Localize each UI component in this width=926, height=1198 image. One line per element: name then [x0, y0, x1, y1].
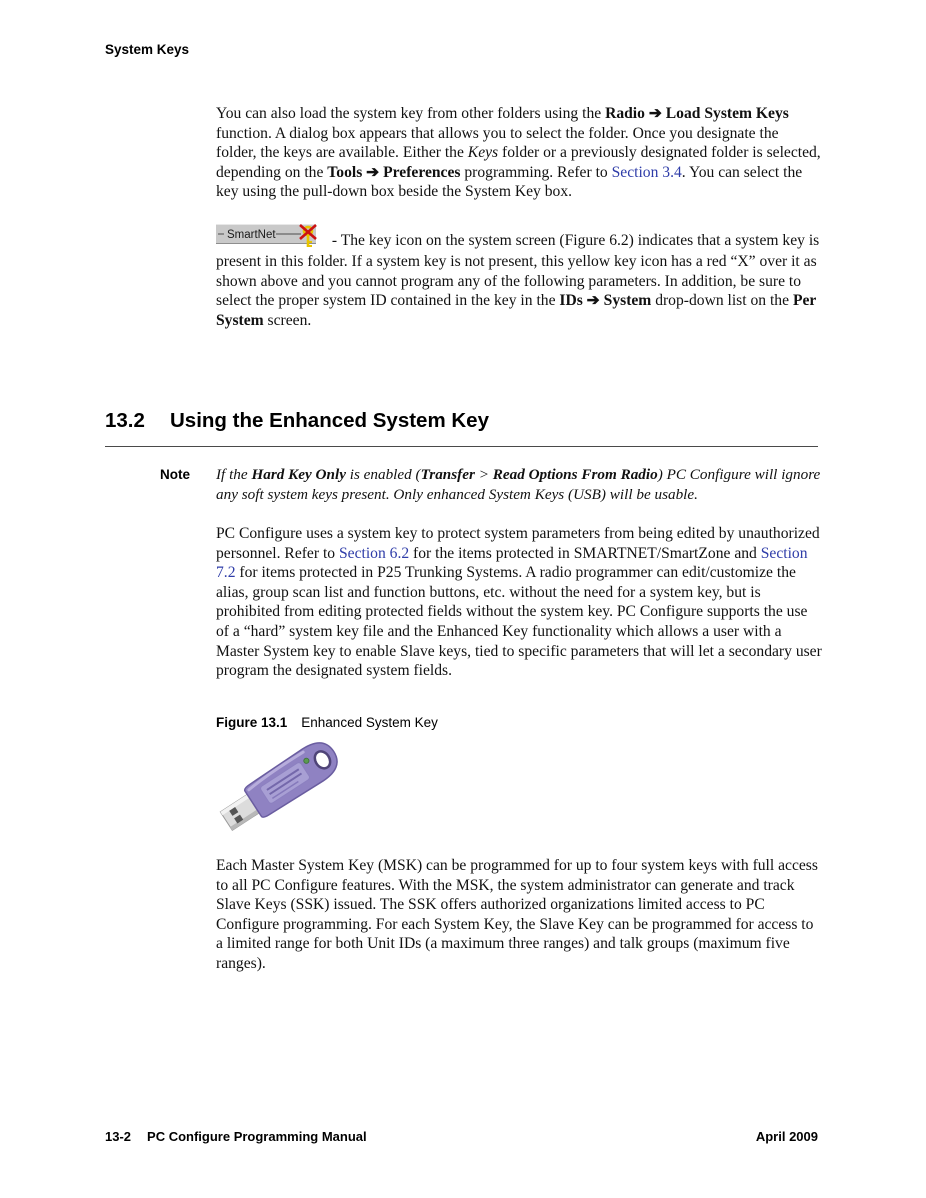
footer-left [105, 1129, 367, 1144]
svg-text:SmartNet: SmartNet [227, 229, 276, 241]
cross-reference-link[interactable]: Section 3.4 [611, 163, 682, 181]
usb-system-key-image [216, 736, 368, 840]
figure-label: Figure 13.1 [216, 715, 288, 730]
section-heading [105, 409, 820, 433]
section-title: Using the Enhanced System Key [170, 409, 489, 432]
figure-caption-text: Enhanced System Key [301, 715, 438, 730]
figure-caption [216, 715, 438, 730]
page-footer [105, 1129, 818, 1144]
note-label: Note [160, 467, 190, 482]
footer-manual-title: PC Configure Programming Manual [147, 1129, 367, 1144]
heading-rule [105, 446, 818, 447]
note-text: If the Hard Key Only is enabled (Transfer > Read Options From Radio) PC Configure will ignore any soft system keys present. Only enhanced System Keys (USB) will be usable. [216, 466, 821, 503]
paragraph-key-icon [216, 222, 822, 330]
paragraph-load-system-keys: You can also load the system key from other folders using the Radio ➔ Load System Keys function. A dialog box appears that allows you to select the folder. Once you designate the folder, the keys are available. Either the Keys folder or a previously designated folder is selected, depending on the Tools ➔ Preferences programming. Refer to Section 3.4. You can select the key using the pull-down box beside the System Key box. [216, 105, 821, 201]
paragraph-msk-ssk: Each Master System Key (MSK) can be programmed for up to four system keys with full access to all PC Configure features. With the MSK, the system administrator can generate and track Slave Keys (SSK) issued. The SSK offers authorized organizations limited access to PC Configure programming. For each System Key, the Slave Key can be programmed for access to a limited range for both Unit IDs (a maximum three ranges) and talk groups (maximum five ranges). [216, 857, 818, 972]
footer-page-number: 13-2 [105, 1129, 132, 1144]
cross-reference-link[interactable]: Section 6.2 [338, 544, 410, 562]
running-head: System Keys [105, 42, 190, 57]
smartnet-key-missing-icon [216, 222, 326, 252]
paragraph-key-icon-text: - The key icon on the system screen (Figure 6.2) indicates that a system key is present in this folder. If a system key is not present, this yellow key icon has a red “X” over it as shown above and you cannot program any of the following parameters. In addition, be sure to select the proper system ID contained in the key in the IDs ➔ System drop-down list on the Per System screen. [216, 232, 820, 329]
section-number: 13.2 [105, 409, 145, 432]
footer-date: April 2009 [755, 1129, 818, 1144]
note-block [160, 465, 822, 505]
cross-reference-link[interactable]: Section 7.2 [216, 544, 808, 582]
paragraph-system-key-overview: PC Configure uses a system key to protect system parameters from being edited by unauthorized personnel. Refer to Section 6.2 for the items protected in SMARTNET/SmartZone and Section 7.2 for items protected in P25 Trunking Systems. A radio programmer can edit/customize the alias, group scan list and function buttons, etc. without the need for a system key, but is prohibited from editing protected fields without the system key. PC Configure supports the use of a “hard” system key file and the Enhanced Key functionality which allows a user with a Master System key to enable Slave keys, tied to specific parameters that will let a secondary user program the designated system fields. [216, 525, 822, 680]
